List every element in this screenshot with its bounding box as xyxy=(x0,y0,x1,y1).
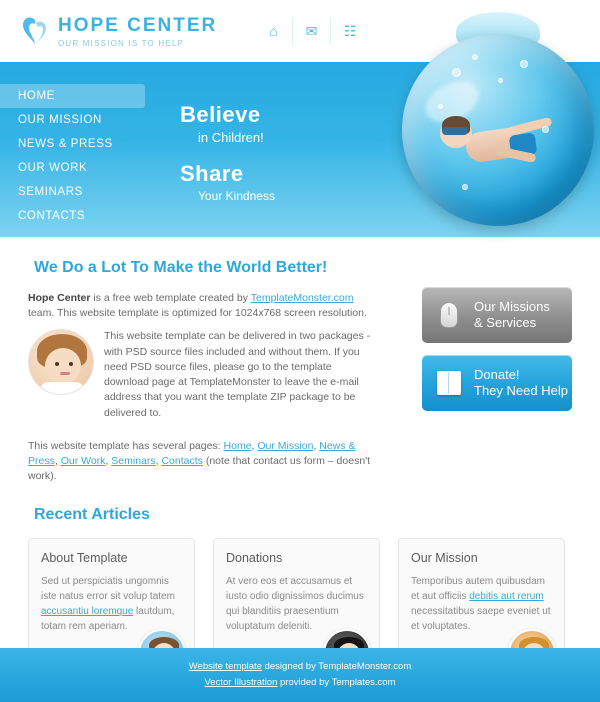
article-text xyxy=(41,574,182,634)
sidebar-buttons xyxy=(422,287,572,423)
hero-believe-text: Believe xyxy=(180,102,261,127)
vector-illustration-link[interactable]: Vector Illustration xyxy=(204,677,278,688)
logo[interactable] xyxy=(22,15,217,48)
intro-column xyxy=(28,291,378,484)
page-title: We Do a Lot To Make the World Better! xyxy=(34,259,328,276)
page-link-our-mission[interactable]: Our Mission xyxy=(257,439,314,452)
article-text xyxy=(411,574,552,634)
donate-button[interactable] xyxy=(422,355,572,411)
article-inline-link[interactable]: accusantiu loremque xyxy=(41,606,134,618)
page-link-our-work[interactable]: Our Work xyxy=(60,454,106,467)
templatemonster-link[interactable]: TemplateMonster.com xyxy=(250,292,354,304)
donate-button-line1: Donate! xyxy=(474,366,520,382)
missions-button-line1: Our Missions xyxy=(474,298,550,314)
main-navigation xyxy=(0,84,145,228)
footer-line-2-rest: provided by Templates.com xyxy=(277,677,396,688)
fishbowl-globe xyxy=(402,34,594,226)
book-icon xyxy=(434,368,464,398)
hero-banner xyxy=(0,62,600,237)
hero-slogan xyxy=(180,102,275,203)
intro-text-1: is a free web template created by xyxy=(90,292,251,304)
hero-kindness-text: Your Kindness xyxy=(198,189,275,203)
article-text-before: At vero eos et accusamus et iusto odio dignissimos ducimus qui blanditiis praesentium voluptatum deleniti. xyxy=(226,576,364,633)
site-footer xyxy=(0,648,600,702)
footer-line-1-rest: designed by TemplateMonster.com xyxy=(261,660,412,672)
pages-prefix: This website template has several pages: xyxy=(28,439,224,452)
swimming-boy xyxy=(438,104,558,196)
body-paragraph: This website template can be delivered in two packages - with PSD source files included and without them. If you need PSD source files, please go to the template download page at TemplateMonster to leave the e-mail address that you want the template ZIP package to be delivered to. xyxy=(104,330,371,419)
mouse-icon xyxy=(434,300,464,330)
header-icon-bar xyxy=(255,18,369,44)
main-content xyxy=(0,237,600,686)
nav-item-our-work[interactable]: OUR WORK xyxy=(18,162,88,174)
nav-item-our-mission[interactable]: OUR MISSION xyxy=(18,114,102,126)
missions-button-line2: & Services xyxy=(474,315,537,330)
illustration-text-block xyxy=(28,329,378,428)
donate-button-line2: They Need Help xyxy=(474,383,568,398)
intro-strong: Hope Center xyxy=(28,292,91,304)
article-text xyxy=(226,574,367,634)
nav-item-news-press[interactable]: NEWS & PRESS xyxy=(18,138,113,150)
page-link-seminars[interactable]: Seminars xyxy=(111,454,156,467)
article-text-after: necessitatibus saepe eveniet ut et voluptates. xyxy=(411,606,551,633)
girl-avatar xyxy=(28,329,94,395)
missions-services-button[interactable] xyxy=(422,287,572,343)
page-link-contacts[interactable]: Contacts xyxy=(161,454,203,467)
article-text-before: Sed ut perspiciatis ungomnis iste natus error sit volup tatem xyxy=(41,576,175,603)
nav-item-seminars[interactable]: SEMINARS xyxy=(18,186,83,198)
article-title: About Template xyxy=(41,551,128,566)
article-title: Donations xyxy=(226,551,283,566)
hero-children-text: in Children! xyxy=(198,130,264,145)
footer-line-2 xyxy=(205,675,396,691)
logo-subtitle: OUR MISSION IS TO HELP xyxy=(58,38,185,48)
fishbowl-illustration xyxy=(402,12,594,227)
sitemap-icon[interactable]: ☷ xyxy=(343,22,357,39)
footer-line-1 xyxy=(189,659,412,675)
mail-icon[interactable]: ✉ xyxy=(293,18,331,44)
article-text-after: lautdum, totam rem aperiam. xyxy=(41,606,175,633)
hero-share-text: Share xyxy=(180,161,244,186)
website-template-link[interactable]: Website template xyxy=(188,660,262,672)
page-link-home[interactable]: Home xyxy=(223,439,252,452)
nav-item-home[interactable]: HOME xyxy=(0,84,145,108)
article-text-before: Temporibus autem quibusdam et aut officiis xyxy=(411,576,545,603)
intro-text-2: team. This website template is optimized for 1024x768 screen resolution. xyxy=(28,307,367,320)
article-title: Our Mission xyxy=(411,551,478,566)
article-inline-link[interactable]: debitis aut rerum xyxy=(469,591,544,603)
nav-item-contacts[interactable]: CONTACTS xyxy=(18,210,86,222)
heart-logo-icon xyxy=(22,16,50,46)
page-link-news-press[interactable]: News & Press xyxy=(28,439,356,467)
recent-articles-title: Recent Articles xyxy=(34,506,150,524)
pages-suffix: (note that contact us form – doesn't work). xyxy=(28,454,371,483)
intro-paragraph xyxy=(28,291,378,321)
logo-title: HOPE CENTER xyxy=(58,14,218,36)
home-icon[interactable]: ⌂ xyxy=(255,18,293,44)
pages-paragraph: This website template has several pages: Home, Our Mission, News & Press, Our Work, Seminars, Contacts (note that contact us form – doesn't work). xyxy=(28,439,371,483)
